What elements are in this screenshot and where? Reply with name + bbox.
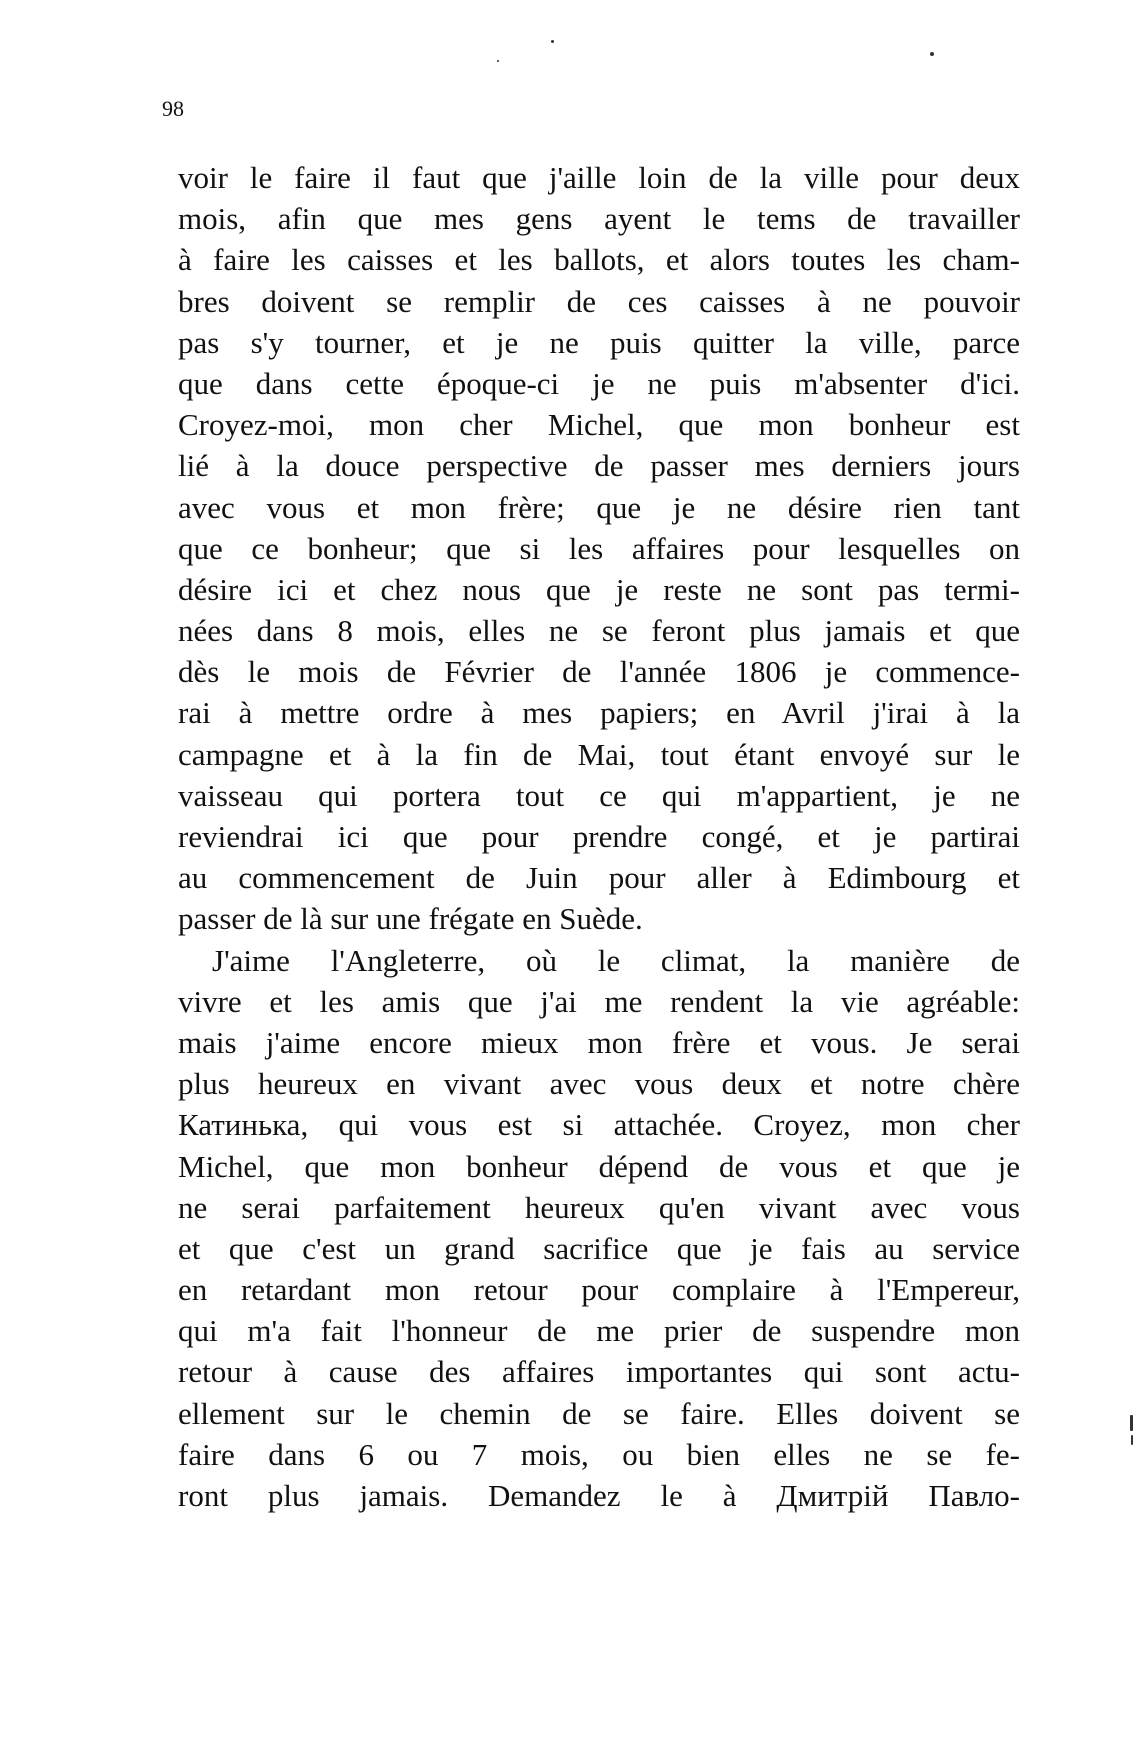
text-line: avec vous et mon frère; que je ne désire rien tant xyxy=(178,489,1020,525)
text-line: bres doivent se remplir de ces caisses à ne pouvoir xyxy=(178,283,1020,319)
text-line: au commencement de Juin pour aller à Edimbourg et xyxy=(178,860,1020,896)
text-line: voir le faire il faut que j'aille loin de la ville pour deux xyxy=(178,160,1020,195)
text-line: à faire les caisses et les ballots, et alors toutes les cham- xyxy=(178,242,1020,278)
text-line: désire ici et chez nous que je reste ne sont pas termi- xyxy=(178,571,1020,607)
text-line: J'aime l'Angleterre, où le climat, la manière de xyxy=(212,942,1020,978)
letter-body xyxy=(178,157,1020,1516)
text-line: vaisseau qui portera tout ce qui m'appartient, je ne xyxy=(178,777,1020,813)
text-line: vivre et les amis que j'ai me rendent la vie agréable: xyxy=(178,983,1020,1019)
text-line: Croyez-moi, mon cher Michel, que mon bonheur est xyxy=(178,407,1020,443)
text-line: retour à cause des affaires importantes qui sont actu- xyxy=(178,1354,1020,1390)
text-line: qui m'a fait l'honneur de me prier de suspendre mon xyxy=(178,1313,1020,1349)
text-line: que dans cette époque-ci je ne puis m'absenter d'ici. xyxy=(178,365,1020,401)
text-line: ne serai parfaitement heureux qu'en vivant avec vous xyxy=(178,1189,1020,1225)
text-line: campagne et à la fin de Mai, tout étant envoyé sur le xyxy=(178,736,1020,772)
text-line: nées dans 8 mois, elles ne se feront plus jamais et que xyxy=(178,613,1020,649)
scan-speck xyxy=(497,60,499,62)
scan-speck xyxy=(551,40,554,43)
text-line: en retardant mon retour pour complaire à l'Empereur, xyxy=(178,1272,1020,1308)
text-line: lié à la douce perspective de passer mes derniers jours xyxy=(178,448,1020,484)
text-line: passer de là sur une frégate en Suède. xyxy=(178,901,643,937)
text-line: reviendrai ici que pour prendre congé, et je partirai xyxy=(178,819,1020,854)
text-line: et que c'est un grand sacrifice que je fais au service xyxy=(178,1230,1020,1266)
text-line: Michel, que mon bonheur dépend de vous et que je xyxy=(178,1148,1020,1184)
scan-speck xyxy=(930,52,934,56)
text-line: mois, afin que mes gens ayent le tems de travailler xyxy=(178,201,1020,237)
text-line: rai à mettre ordre à mes papiers; en Avril j'irai à la xyxy=(178,695,1020,731)
text-line: pas s'y tourner, et je ne puis quitter la ville, parce xyxy=(178,324,1020,360)
text-line: ellement sur le chemin de se faire. Elles doivent se xyxy=(178,1395,1020,1431)
text-line: que ce bonheur; que si les affaires pour lesquelles on xyxy=(178,530,1020,566)
text-line: ront plus jamais. Demandez le à Дмитрій Павло- xyxy=(178,1478,1020,1513)
scan-speck xyxy=(1130,1415,1133,1431)
scan-speck xyxy=(1131,1435,1133,1445)
text-line: faire dans 6 ou 7 mois, ou bien elles ne se fe- xyxy=(178,1436,1020,1472)
text-line: plus heureux en vivant avec vous deux et notre chère xyxy=(178,1066,1020,1102)
text-line: dès le mois de Février de l'année 1806 je commence- xyxy=(178,654,1020,690)
text-line: mais j'aime encore mieux mon frère et vous. Je serai xyxy=(178,1024,1020,1060)
page-number: 98 xyxy=(162,96,184,121)
text-line: Катинька, qui vous est si attachée. Croyez, mon cher xyxy=(178,1107,1020,1143)
